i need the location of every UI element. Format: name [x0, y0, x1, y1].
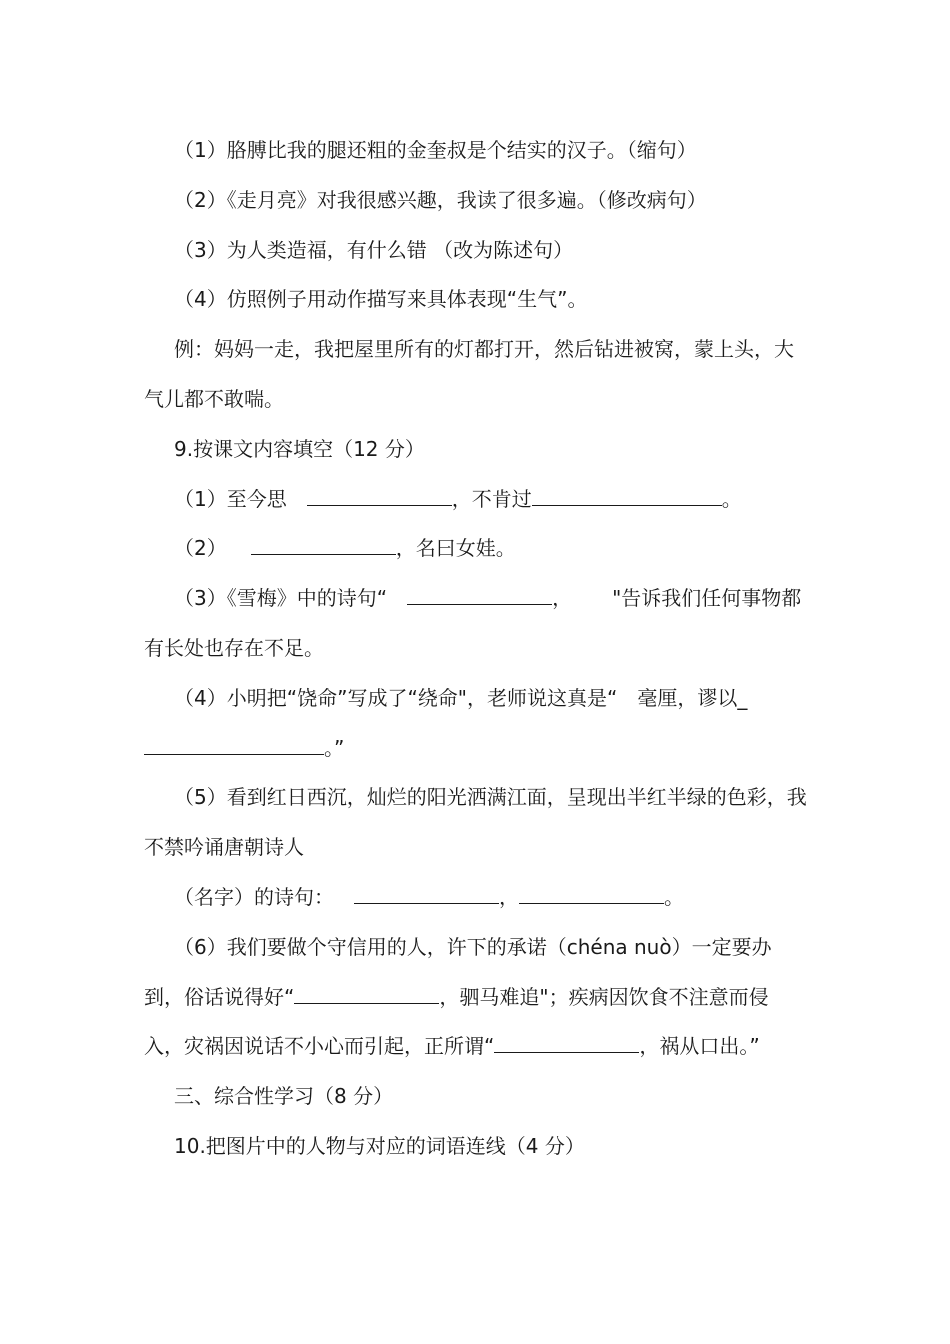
- q9-item-2-text-a: （2）: [174, 536, 227, 561]
- q9-item-1-text-c: 。: [721, 486, 742, 511]
- q9-item-5-text-c: 。: [664, 884, 684, 909]
- q9-item-5: （5）看到红日西沉，灿烂的阳光洒满江面，呈现出半红半绿的色彩，我不禁吟诵唐朝诗人: [144, 785, 807, 860]
- q9-item-2-text-b: ，名曰女娃。: [395, 536, 516, 561]
- q9-item-3-text-b: ，: [552, 586, 573, 611]
- q9-item-6-text-b: ，驷马难追"；疾病因饮食不注意而侵入，灾祸因说话不小心而引起，正所谓“: [144, 984, 769, 1059]
- q8-sentence-1: （1）胳膊比我的腿还粗的金奎叔是个结实的汉子。（缩句）: [174, 138, 697, 162]
- q9-item-5-continued: [144, 873, 808, 923]
- answer-blank[interactable]: [532, 483, 722, 506]
- section-3-title: 三、综合性学习（8 分）: [174, 1084, 394, 1109]
- q9-item-4-text-b: 毫厘，谬以_: [637, 685, 748, 710]
- q8-sentence-2: （2）《走月亮》对我很感兴趣，我读了很多遍。（修改病句）: [174, 187, 707, 212]
- q9-item-4-text-a: （4）小明把“饶命”写成了“绕命"，老师说这真是“: [174, 685, 618, 710]
- q9-item-5-text-a: （名字）的诗句：: [174, 884, 334, 909]
- answer-blank[interactable]: [494, 1030, 639, 1053]
- q9-item-2: [144, 524, 808, 574]
- q9-item-3-text-c: "告诉我们任何事物都有长处也存在不足。: [144, 586, 802, 660]
- q8-sentence-3: （3）为人类造福，有什么错 （改为陈述句）: [174, 237, 574, 262]
- q8-sentence-4: （4）仿照例子用动作描写来具体表现“生气”。: [174, 287, 588, 312]
- q9-item-3: [144, 574, 808, 674]
- document-body: [144, 126, 808, 1172]
- q9-item-1-text-a: （1）至今思: [174, 486, 287, 511]
- q9-item-4-text-c: 。”: [324, 735, 345, 760]
- q9-item-3-text-a: （3）《雪梅》中的诗句“: [174, 586, 388, 611]
- q9-item-6: [144, 923, 808, 1072]
- q8-example: 例：妈妈一走，我把屋里所有的灯都打开，然后钻进被窝，蒙上头，大气儿都不敢喘。: [144, 337, 794, 411]
- q9-title: 9.按课文内容填空（12 分）: [174, 436, 425, 461]
- answer-blank[interactable]: [144, 732, 324, 755]
- answer-blank[interactable]: [354, 881, 499, 904]
- answer-blank[interactable]: [519, 881, 664, 904]
- answer-blank[interactable]: [294, 981, 439, 1004]
- answer-blank[interactable]: [407, 582, 552, 605]
- answer-blank[interactable]: [251, 532, 396, 555]
- q9-item-1-text-b: ，不肯过: [451, 486, 532, 511]
- q9-item-6-text-a: （6）我们要做个守信用的人，许下的承诺（chéna nuò）一定要办到，俗话说得好“: [144, 934, 772, 1009]
- q9-item-1: [144, 475, 808, 525]
- q9-item-4: [144, 674, 808, 774]
- q9-item-5-text-b: ，: [499, 884, 519, 909]
- answer-blank[interactable]: [307, 483, 452, 506]
- q10-title: 10.把图片中的人物与对应的词语连线（4 分）: [174, 1133, 585, 1158]
- q9-item-6-text-c: ，祸从口出。”: [639, 1034, 760, 1059]
